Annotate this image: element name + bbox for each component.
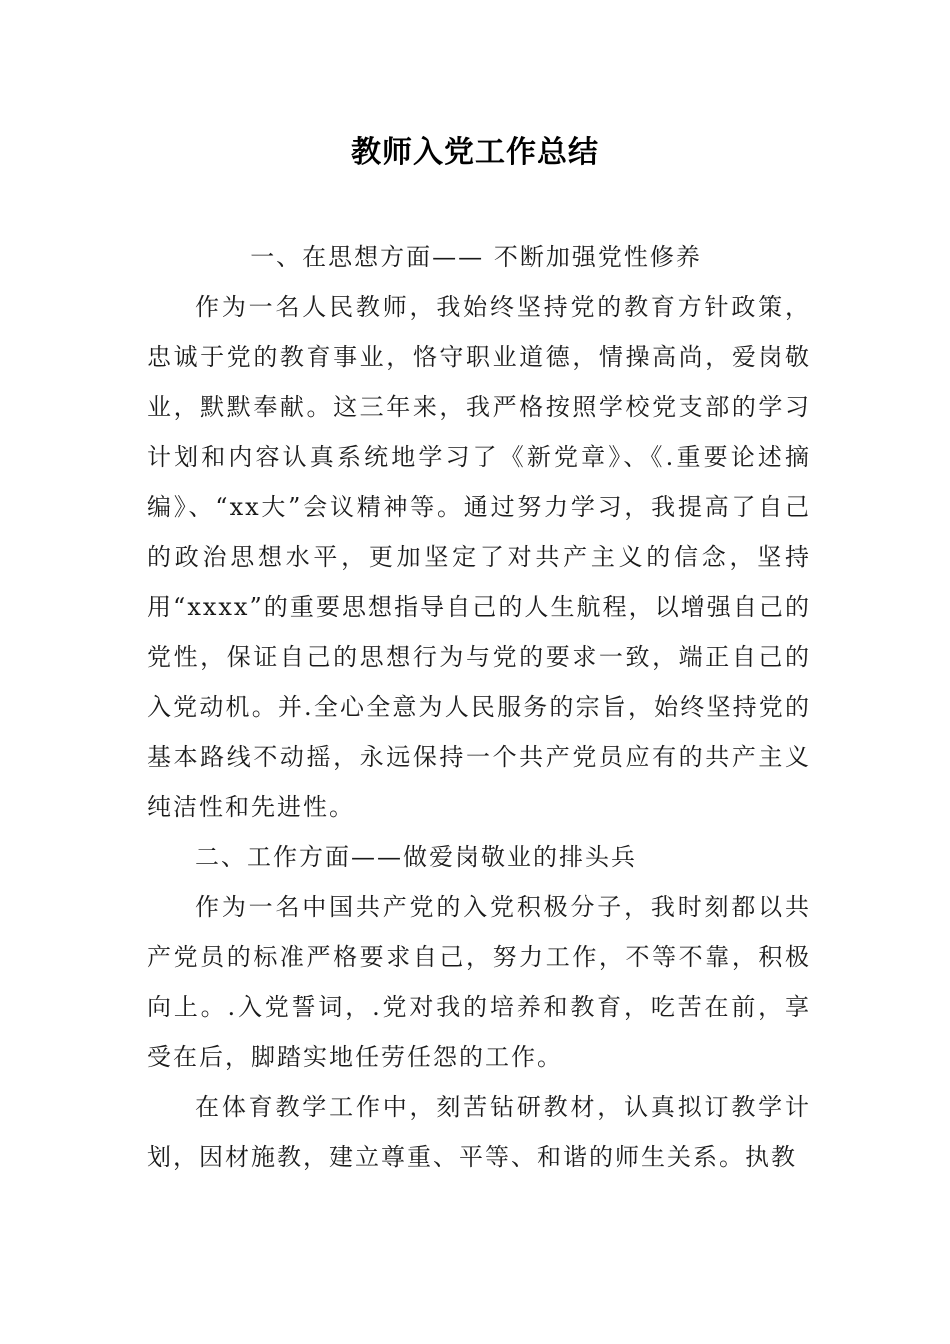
document-body [147, 232, 811, 1182]
section-heading: 二、工作方面——做爱岗敬业的排头兵 [195, 843, 637, 871]
paragraph: 作为一名人民教师，我始终坚持党的教育方针政策，忠诚于党的教育事业，恪守职业道德，情操高尚，爱岗敬业，默默奉献。这三年来，我严格按照学校党支部的学习计划和内容认真系统地学习了《新党章》、《.重要论述摘编》、“xx大”会议精神等。通过努力学习，我提高了自己的政治思想水平，更加坚定了对共产主义的信念，坚持用“xxxx”的重要思想指导自己的人生航程，以增强自己的党性，保证自己的思想行为与党的要求一致，端正自己的入党动机。并.全心全意为人民服务的宗旨，始终坚持党的基本路线不动摇，永远保持一个共产党员应有的共产主义纯洁性和先进性。 [147, 293, 811, 821]
paragraph: 在体育教学工作中，刻苦钻研教材，认真拟订教学计划，因材施教，建立尊重、平等、和谐的师生关系。执教 [147, 1093, 811, 1171]
document-title: 教师入党工作总结 [351, 135, 599, 170]
paragraph: 作为一名中国共产党的入党积极分子，我时刻都以共产党员的标准严格要求自己，努力工作，不等不靠，积极向上。.入党誓词，.党对我的培养和教育，吃苦在前，享受在后，脚踏实地任劳任怨的工作。 [147, 893, 811, 1071]
section-heading: 一、在思想方面—— 不断加强党性修养 [250, 243, 702, 271]
